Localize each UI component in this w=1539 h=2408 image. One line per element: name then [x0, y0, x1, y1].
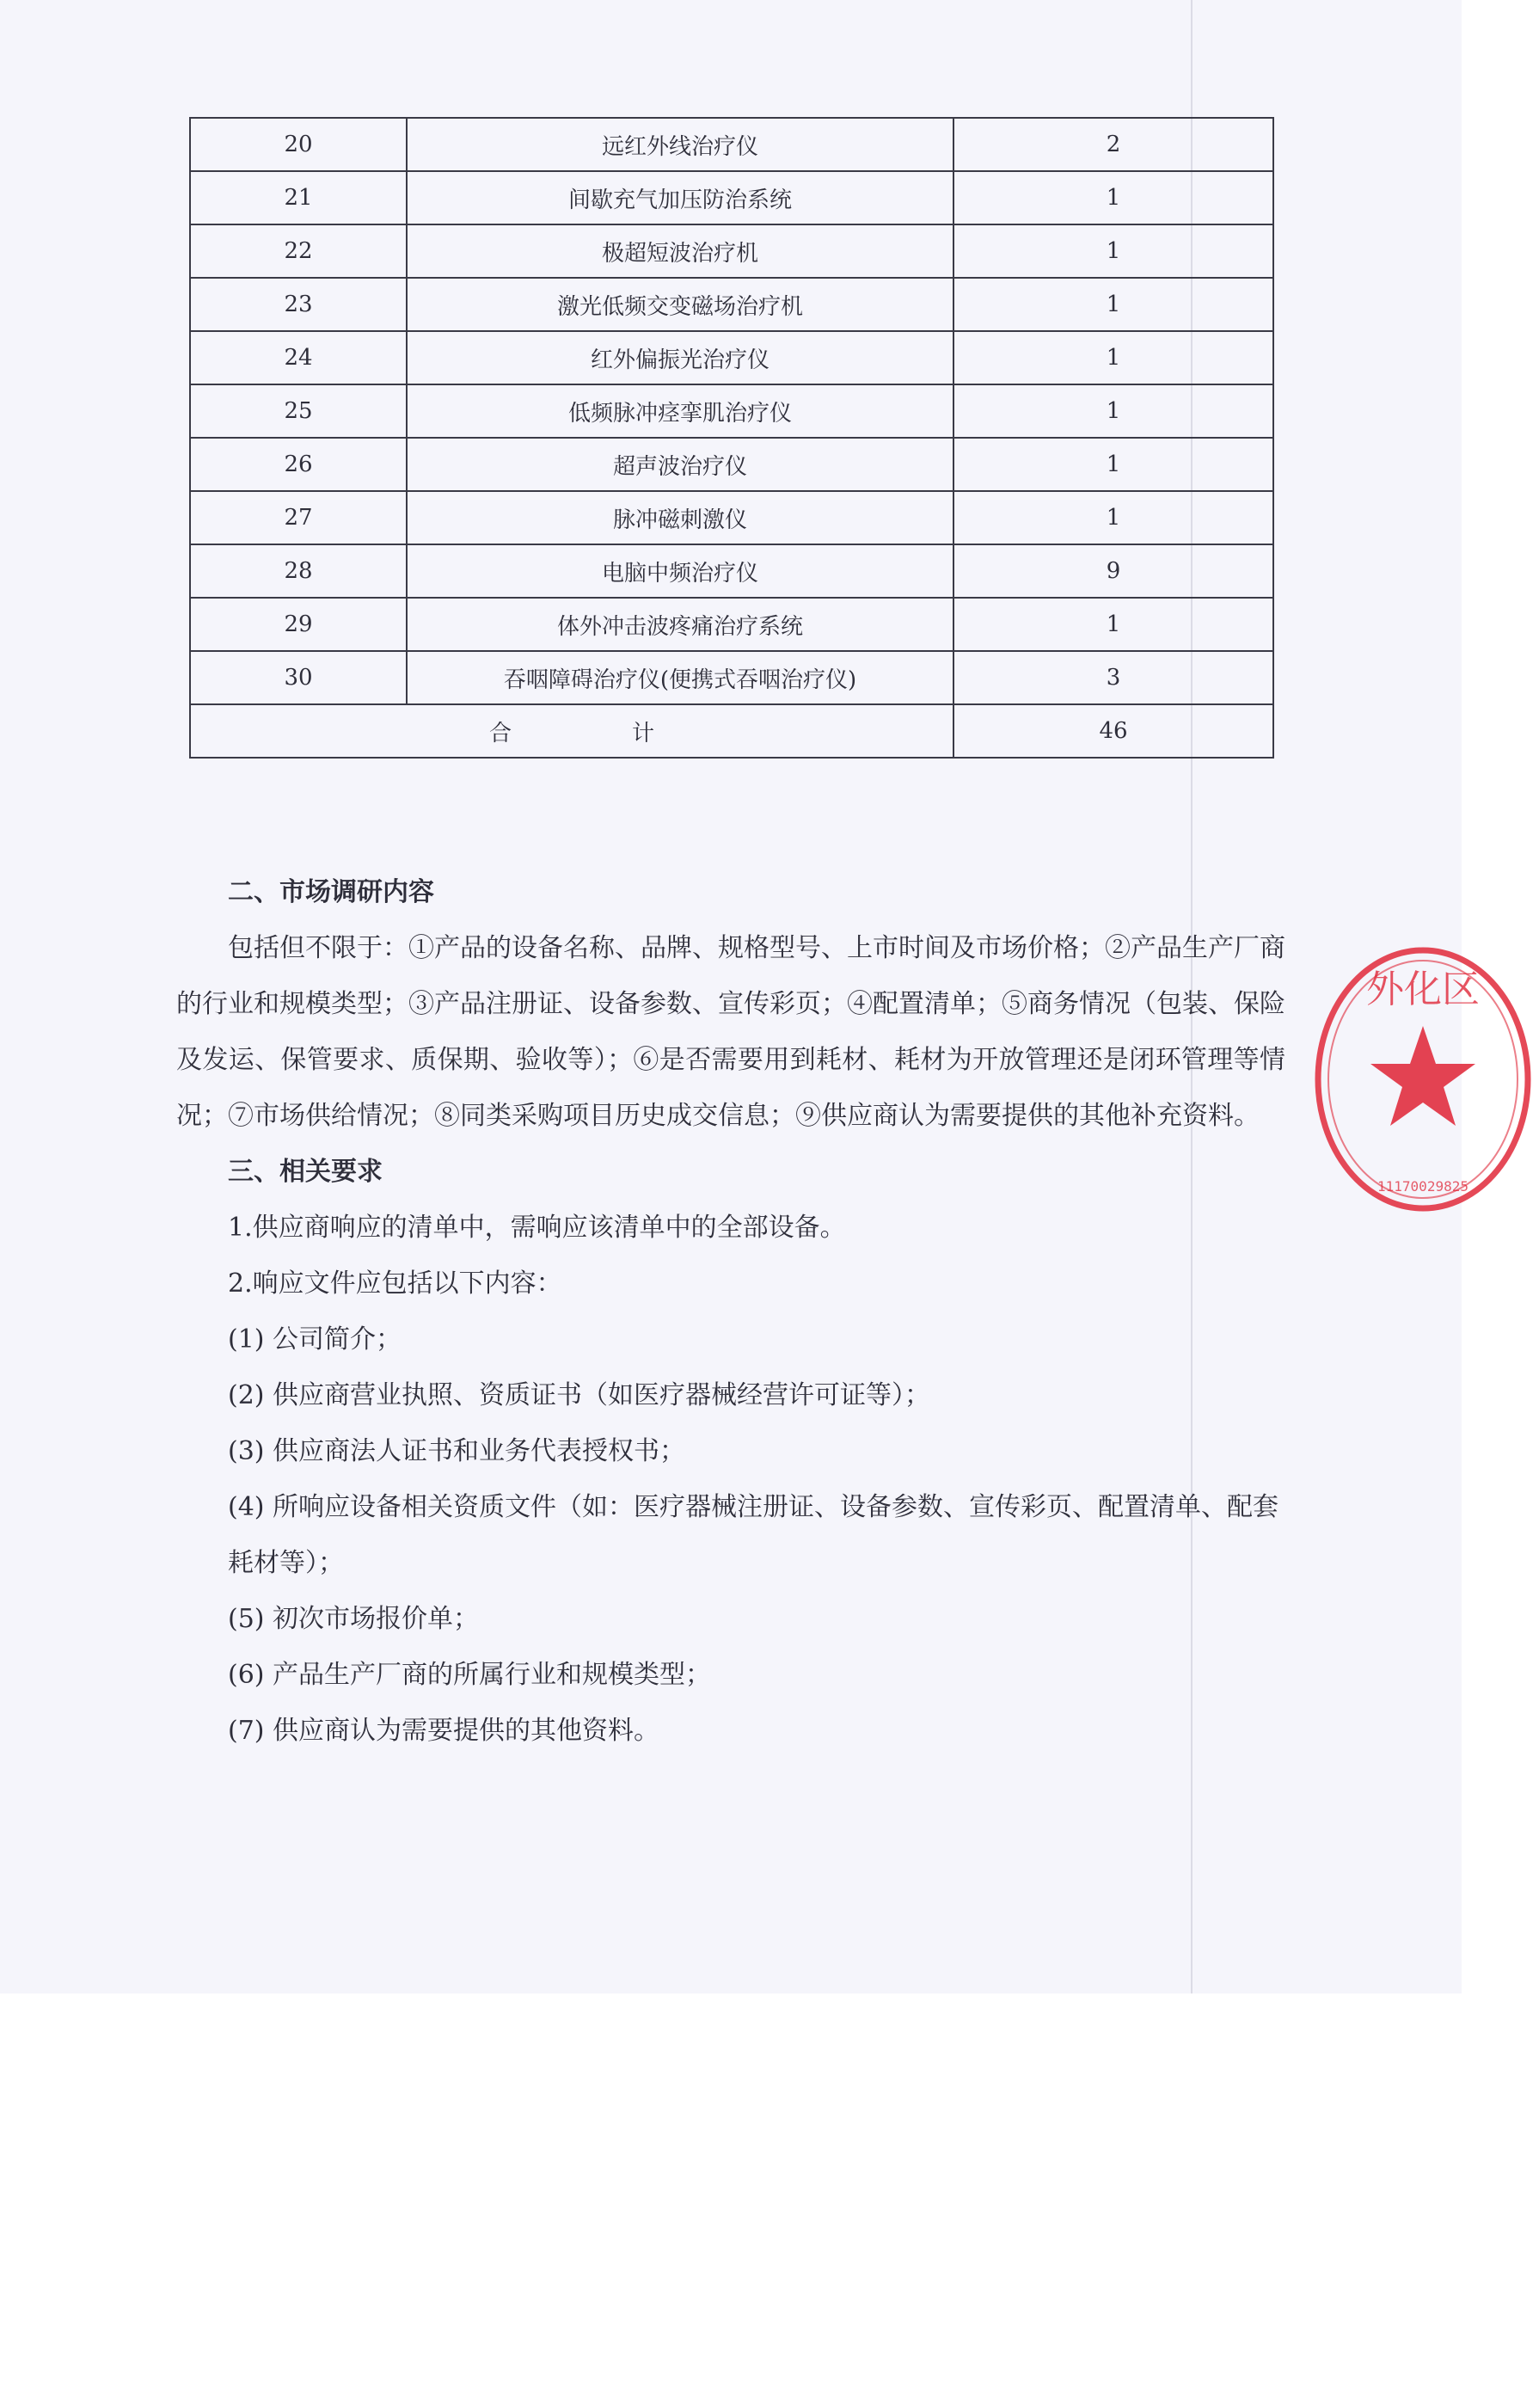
quantity-cell: 1 [953, 171, 1273, 224]
row-number-cell: 25 [190, 384, 407, 438]
row-number-cell: 20 [190, 118, 407, 171]
equipment-name-cell: 极超短波治疗机 [407, 224, 953, 278]
row-number-cell: 21 [190, 171, 407, 224]
equipment-table-body [190, 118, 1273, 704]
total-row [190, 704, 1273, 758]
document-body [176, 864, 1285, 1759]
requirement-1: 1.供应商响应的清单中，需响应该清单中的全部设备。 [228, 1213, 846, 1243]
equipment-name-cell: 电脑中频治疗仪 [407, 544, 953, 598]
seal-star-icon [1370, 1026, 1475, 1126]
quantity-cell: 1 [953, 438, 1273, 491]
table-row [190, 171, 1273, 224]
equipment-name-cell: 低频脉冲痉挛肌治疗仪 [407, 384, 953, 438]
total-label [190, 704, 953, 758]
quantity-cell: 1 [953, 384, 1273, 438]
quantity-cell: 2 [953, 118, 1273, 171]
total-value: 46 [953, 704, 1273, 758]
equipment-name-cell: 远红外线治疗仪 [407, 118, 953, 171]
quantity-cell: 1 [953, 224, 1273, 278]
requirement-item: (7) 供应商认为需要提供的其他资料。 [228, 1716, 660, 1746]
table-row [190, 544, 1273, 598]
equipment-table [189, 117, 1274, 759]
market-research-paragraph: 包括但不限于：①产品的设备名称、品牌、规格型号、上市时间及市场价格；②产品生产厂商的行业和规模类型；③产品注册证、设备参数、宣传彩页；④配置清单；⑤商务情况（包装、保险及发运、保管要求、质保期、验收等）；⑥是否需要用到耗材、耗材为开放管理还是闭环管理等情况；⑦市场供给情况；⑧同类采购项目历史成交信息；⑨供应商认为需要提供的其他补充资料。 [176, 933, 1285, 1131]
equipment-name-cell: 超声波治疗仪 [407, 438, 953, 491]
row-number-cell: 22 [190, 224, 407, 278]
requirement-item: (4) 所响应设备相关资质文件（如：医疗器械注册证、设备参数、宣传彩页、配置清单、配套耗材等）； [228, 1492, 1279, 1578]
table-row [190, 438, 1273, 491]
table-row [190, 491, 1273, 544]
equipment-name-cell: 间歇充气加压防治系统 [407, 171, 953, 224]
equipment-name-cell: 体外冲击波疼痛治疗系统 [407, 598, 953, 651]
total-label-left: 合 [488, 720, 512, 746]
seal-code: 11170029825 [1377, 1178, 1468, 1195]
quantity-cell: 9 [953, 544, 1273, 598]
row-number-cell: 27 [190, 491, 407, 544]
official-seal-stamp [1307, 933, 1539, 1226]
equipment-name-cell: 吞咽障碍治疗仪(便携式吞咽治疗仪) [407, 651, 953, 704]
row-number-cell: 28 [190, 544, 407, 598]
requirement-item: (2) 供应商营业执照、资质证书（如医疗器械经营许可证等）； [228, 1380, 931, 1410]
row-number-cell: 29 [190, 598, 407, 651]
requirement-item: (6) 产品生产厂商的所属行业和规模类型； [228, 1660, 712, 1690]
requirement-item: (1) 公司简介； [228, 1324, 402, 1354]
row-number-cell: 23 [190, 278, 407, 331]
section-heading-market-research: 二、市场调研内容 [228, 877, 434, 907]
table-row [190, 331, 1273, 384]
row-number-cell: 30 [190, 651, 407, 704]
seal-text: 外化区 [1366, 968, 1480, 1011]
table-row [190, 651, 1273, 704]
equipment-name-cell: 红外偏振光治疗仪 [407, 331, 953, 384]
table-row [190, 278, 1273, 331]
total-label-right: 计 [632, 720, 655, 746]
requirement-item: (3) 供应商法人证书和业务代表授权书； [228, 1436, 686, 1466]
quantity-cell: 1 [953, 491, 1273, 544]
requirement-2: 2.响应文件应包括以下内容： [228, 1268, 562, 1299]
table-row [190, 384, 1273, 438]
requirement-item-list [176, 1312, 1285, 1759]
quantity-cell: 1 [953, 278, 1273, 331]
quantity-cell: 3 [953, 651, 1273, 704]
row-number-cell: 26 [190, 438, 407, 491]
requirement-item: (5) 初次市场报价单； [228, 1604, 480, 1634]
table-row [190, 118, 1273, 171]
quantity-cell: 1 [953, 331, 1273, 384]
quantity-cell: 1 [953, 598, 1273, 651]
row-number-cell: 24 [190, 331, 407, 384]
equipment-name-cell: 激光低频交变磁场治疗机 [407, 278, 953, 331]
section-heading-requirements: 三、相关要求 [228, 1157, 383, 1187]
table-row [190, 224, 1273, 278]
equipment-name-cell: 脉冲磁刺激仪 [407, 491, 953, 544]
table-row [190, 598, 1273, 651]
